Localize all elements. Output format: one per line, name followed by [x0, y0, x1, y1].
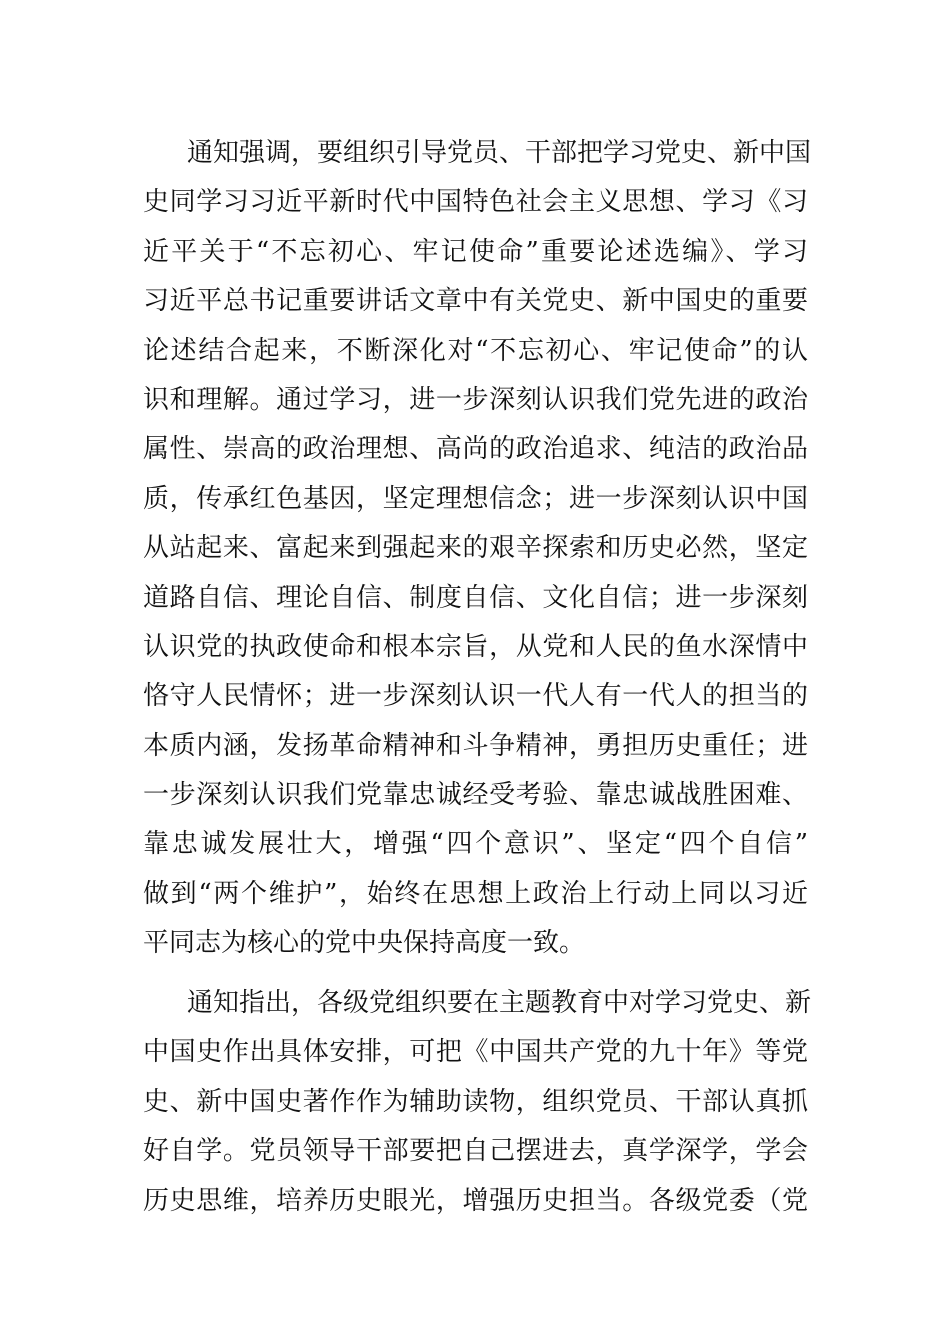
text-line: 属性、崇高的政治理想、高尚的政治追求、纯洁的政治品 — [143, 434, 808, 465]
text-line: 认识党的执政使命和根本宗旨，从党和人民的鱼水深情中 — [143, 631, 808, 662]
paragraph-2 — [143, 979, 812, 1226]
text-line: 历史思维，培养历史眼光，增强历史担当。各级党委（党 — [143, 1185, 808, 1216]
text-line: 史同学习习近平新时代中国特色社会主义思想、学习《习 — [143, 187, 808, 218]
text-line: 通知指出，各级党组织要在主题教育中对学习党史、新 — [187, 988, 812, 1018]
text-line: 平同志为核心的党中央保持高度一致。 — [143, 928, 586, 959]
text-line: 史、新中国史著作作为辅助读物，组织党员、干部认真抓 — [143, 1086, 808, 1117]
text-line: 习近平总书记重要讲话文章中有关党史、新中国史的重要 — [143, 286, 808, 317]
text-line: 近平关于“不忘初心、牢记使命”重要论述选编》、学习 — [143, 236, 808, 267]
text-line: 质，传承红色基因，坚定理想信念；进一步深刻认识中国 — [143, 483, 808, 514]
text-line: 通知强调，要组织引导党员、干部把学习党史、新中国 — [187, 138, 812, 168]
text-line: 识和理解。通过学习，进一步深刻认识我们党先进的政治 — [143, 384, 808, 415]
text-line: 道路自信、理论自信、制度自信、文化自信；进一步深刻 — [143, 582, 808, 613]
text-line: 论述结合起来，不断深化对“不忘初心、牢记使命”的认 — [143, 335, 808, 366]
text-line: 好自学。党员领导干部要把自己摆进去，真学深学，学会 — [143, 1136, 808, 1167]
paragraph-1 — [143, 129, 812, 969]
text-line: 恪守人民情怀；进一步深刻认识一代人有一代人的担当的 — [143, 681, 808, 712]
text-line: 靠忠诚发展壮大，增强“四个意识”、坚定“四个自信” — [143, 829, 808, 860]
text-line: 中国史作出具体安排，可把《中国共产党的九十年》等党 — [143, 1037, 808, 1068]
text-line: 一步深刻认识我们党靠忠诚经受考验、靠忠诚战胜困难、 — [143, 780, 808, 811]
text-line: 从站起来、富起来到强起来的艰辛探索和历史必然，坚定 — [143, 533, 808, 564]
text-line: 做到“两个维护”，始终在思想上政治上行动上同以习近 — [143, 878, 808, 909]
text-line: 本质内涵，发扬革命精神和斗争精神，勇担历史重任；进 — [143, 730, 808, 761]
